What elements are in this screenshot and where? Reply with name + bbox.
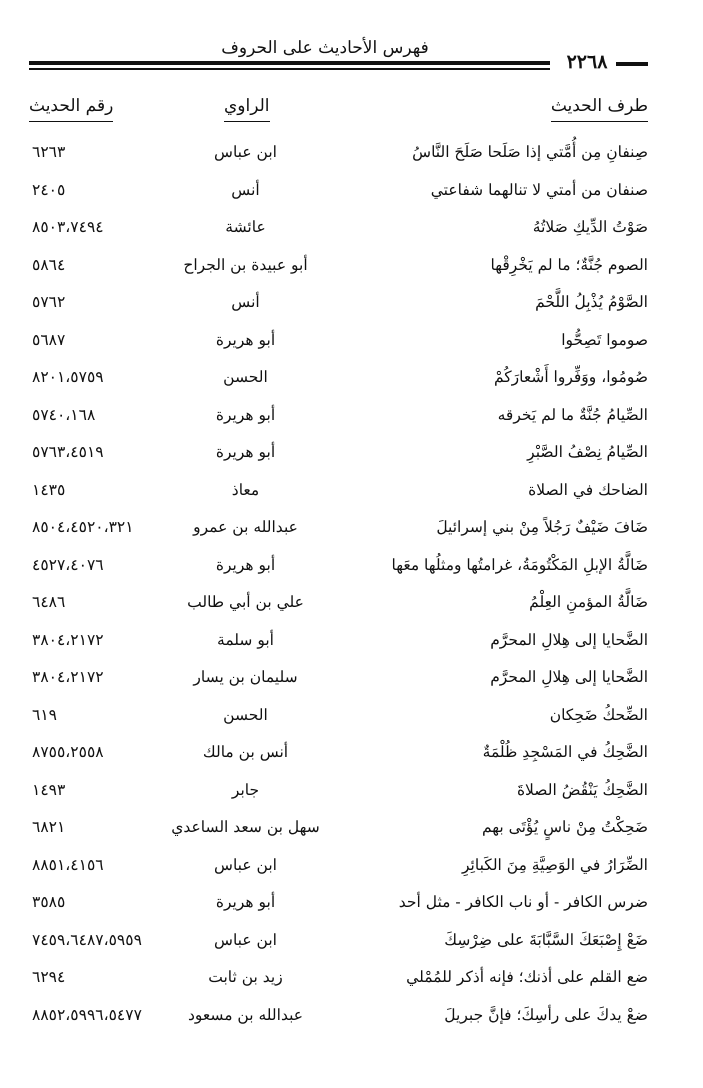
hadith-number: ٨٥٠٣،٧٤٩٤ bbox=[32, 218, 104, 236]
narrator-name: عبدالله بن مسعود bbox=[187, 1005, 304, 1024]
narrator-name: أبو هريرة bbox=[215, 330, 276, 349]
narrator-name: عبدالله بن عمرو bbox=[193, 518, 298, 536]
hadith-number: ٥٧٤٠،١٦٨ bbox=[32, 405, 96, 424]
column-header-narrator: الراوي bbox=[224, 94, 270, 122]
hadith-number: ٥٧٦٢ bbox=[32, 293, 66, 311]
hadith-text: الضَّحِكُ يَنْقُضُ الصلاةَ bbox=[516, 780, 648, 799]
table-row bbox=[0, 284, 703, 322]
hadith-text: صَوْتُ الدِّيكِ صَلاتُهُ bbox=[532, 218, 648, 236]
hadith-number: ٦٢٩٤ bbox=[32, 968, 66, 986]
narrator-name: معاذ bbox=[231, 480, 260, 499]
hadith-number: ٨٨٥٢،٥٩٩٦،٥٤٧٧ bbox=[32, 1005, 142, 1024]
hadith-text: صِنفانِ مِن أُمَّتي إذا صَلَحا صَلَحَ النَّاسُ bbox=[412, 143, 648, 161]
hadith-number: ٨٨٥١،٤١٥٦ bbox=[32, 855, 104, 874]
table-row bbox=[0, 734, 703, 772]
table-row bbox=[0, 659, 703, 697]
table-row bbox=[0, 809, 703, 847]
table-row bbox=[0, 697, 703, 735]
header-rule-thin bbox=[29, 68, 550, 70]
hadith-text: الصِّيامُ جُنَّةٌ ما لم يَخرقه bbox=[497, 405, 648, 424]
narrator-name: أبو عبيدة بن الجراح bbox=[183, 255, 308, 274]
table-row bbox=[0, 209, 703, 247]
table-row bbox=[0, 922, 703, 960]
table-row bbox=[0, 772, 703, 810]
hadith-text: ضعْ يدكَ على رأسِكَ؛ فإنَّ جبريلَ bbox=[444, 1005, 648, 1024]
narrator-name: ابن عباس bbox=[214, 855, 277, 874]
narrator-name: أبو هريرة bbox=[215, 893, 276, 911]
column-header-hadith: طرف الحديث bbox=[551, 94, 648, 122]
narrator-name: أنس بن مالك bbox=[202, 743, 289, 761]
table-row bbox=[0, 584, 703, 622]
running-header-title: فهرس الأحاديث على الحروف bbox=[221, 38, 429, 58]
narrator-name: سليمان بن يسار bbox=[193, 668, 298, 686]
hadith-number: ٦٤٨٦ bbox=[32, 593, 66, 611]
hadith-text: الصوم جُنَّةٌ؛ ما لم يَخْرِقْها bbox=[490, 255, 648, 274]
narrator-name: أنس bbox=[231, 180, 260, 199]
table-row bbox=[0, 322, 703, 360]
narrator-name: ابن عباس bbox=[214, 143, 277, 161]
hadith-text: صوموا تَصِحُّوا bbox=[561, 330, 648, 349]
table-row bbox=[0, 397, 703, 435]
hadith-number: ٥٨٦٤ bbox=[32, 255, 66, 274]
header-rule-thick bbox=[29, 61, 550, 65]
narrator-name: الحسن bbox=[223, 368, 268, 386]
hadith-text: ضَعْ إِصْبَعَكَ السَّبَّابَةَ على ضِرْسِكَ bbox=[444, 930, 648, 949]
table-row bbox=[0, 622, 703, 660]
hadith-number: ٧٤٥٩،٦٤٨٧،٥٩٥٩ bbox=[32, 930, 142, 949]
hadith-number: ٥٧٦٣،٤٥١٩ bbox=[32, 443, 104, 461]
hadith-number: ٦١٩ bbox=[32, 705, 57, 724]
narrator-name: عائشة bbox=[225, 218, 266, 236]
table-row bbox=[0, 247, 703, 285]
hadith-text: الضَّحايا إلى هِلالِ المحرَّم bbox=[490, 630, 648, 649]
narrator-name: أبو سلمة bbox=[217, 630, 274, 649]
narrator-name: أبو هريرة bbox=[215, 405, 276, 424]
table-row bbox=[0, 509, 703, 547]
hadith-text: ضع القلم على أذنك؛ فإنه أذكر للمُمْلي bbox=[406, 968, 648, 986]
column-header-number: رقم الحديث bbox=[29, 94, 113, 122]
narrator-name: زيد بن ثابت bbox=[208, 968, 283, 986]
hadith-text: صنفان من أمتي لا تنالهما شفاعتي bbox=[430, 180, 648, 199]
index-table bbox=[0, 134, 703, 1034]
page-number: ٢٢٦٨ bbox=[558, 50, 616, 74]
hadith-number: ٣٨٠٤،٢١٧٢ bbox=[32, 630, 104, 649]
hadith-text: الضاحك في الصلاة bbox=[528, 480, 648, 499]
narrator-name: جابر bbox=[231, 780, 260, 799]
hadith-number: ٣٨٠٤،٢١٧٢ bbox=[32, 668, 104, 686]
narrator-name: ابن عباس bbox=[214, 930, 277, 949]
hadith-text: الضَّحايا إلى هِلالِ المحرَّم bbox=[490, 668, 648, 686]
hadith-text: الضَّحِكُ في المَسْجِدِ ظُلْمَةٌ bbox=[482, 743, 648, 761]
table-row bbox=[0, 959, 703, 997]
hadith-text: الصِّيامُ نِصْفُ الصَّبْرِ bbox=[527, 443, 648, 461]
narrator-name: أبو هريرة bbox=[215, 443, 276, 461]
narrator-name: أبو هريرة bbox=[215, 555, 276, 574]
narrator-name: علي بن أبي طالب bbox=[187, 593, 304, 611]
hadith-number: ٨٢٠١،٥٧٥٩ bbox=[32, 368, 104, 386]
narrator-name: سهل بن سعد الساعدي bbox=[171, 818, 320, 836]
hadith-text: صُومُوا، ووَفِّروا أَشْعارَكُمْ bbox=[493, 368, 648, 386]
hadith-number: ٨٧٥٥،٢٥٥٨ bbox=[32, 743, 104, 761]
narrator-name: الحسن bbox=[223, 705, 268, 724]
hadith-number: ٣٥٨٥ bbox=[32, 893, 66, 911]
hadith-text: الضِّحكُ ضَحِكان bbox=[549, 705, 648, 724]
table-row bbox=[0, 472, 703, 510]
table-row bbox=[0, 359, 703, 397]
hadith-text: ضَالَّةُ الإبلِ المَكْتُومَةُ، غرامتُها ومثلُها معَها bbox=[391, 555, 648, 574]
hadith-number: ٥٦٨٧ bbox=[32, 330, 66, 349]
hadith-number: ٤٥٢٧،٤٠٧٦ bbox=[32, 555, 104, 574]
table-row bbox=[0, 884, 703, 922]
hadith-number: ٦٨٢١ bbox=[32, 818, 66, 836]
hadith-text: ضَافَ ضَيْفٌ رَجُلاً مِنْ بني إسرائيلَ bbox=[436, 518, 648, 536]
hadith-number: ٨٥٠٤،٤٥٢٠،٣٢١ bbox=[32, 518, 134, 536]
hadith-text: ضَالَّةُ المؤمنِ العِلْمُ bbox=[529, 593, 648, 611]
table-row bbox=[0, 134, 703, 172]
header-rule-right bbox=[612, 62, 648, 66]
table-row bbox=[0, 434, 703, 472]
hadith-text: الصَّوْمُ يُذْبِلُ اللَّحْمَ bbox=[535, 293, 648, 311]
hadith-text: ضرس الكافر - أو ناب الكافر - مثل أحد bbox=[398, 893, 648, 911]
hadith-number: ٦٢٦٣ bbox=[32, 143, 66, 161]
hadith-text: الضِّرَارُ في الوَصِيَّةِ مِنَ الكَبائِرِ bbox=[462, 855, 648, 874]
hadith-number: ٢٤٠٥ bbox=[32, 180, 66, 199]
hadith-text: ضَحِكْتُ مِنْ ناسٍ يُؤْتَى بهم bbox=[481, 818, 648, 836]
narrator-name: أنس bbox=[231, 293, 260, 311]
table-row bbox=[0, 997, 703, 1035]
hadith-number: ١٤٩٣ bbox=[32, 780, 66, 799]
hadith-number: ١٤٣٥ bbox=[32, 480, 66, 499]
table-row bbox=[0, 547, 703, 585]
table-row bbox=[0, 847, 703, 885]
table-row bbox=[0, 172, 703, 210]
